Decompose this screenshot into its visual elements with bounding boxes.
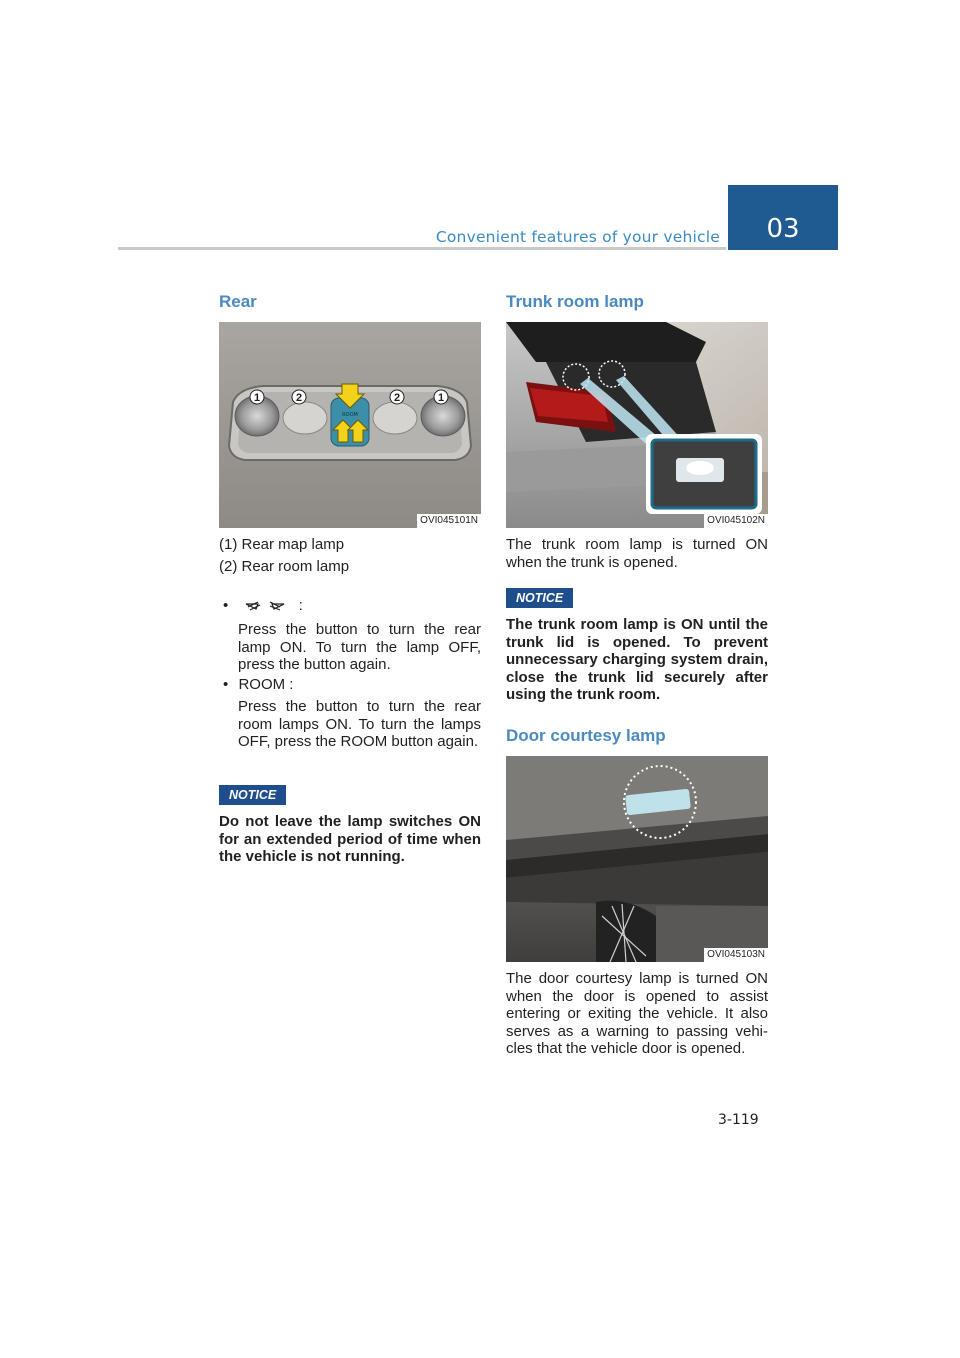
figure-code: OVI045103N <box>704 948 768 962</box>
map-lamp-icon <box>244 600 288 612</box>
header-rule <box>118 247 726 250</box>
trunk-text: The trunk room lamp is turned ON when the trunk is opened. <box>506 536 768 571</box>
figure-code: OVI045102N <box>704 514 768 528</box>
trunk-lamp-figure <box>506 322 768 528</box>
callout-2b: 2 <box>393 392 401 404</box>
bullet-room <box>223 676 293 694</box>
bullet-dot: • <box>223 597 229 614</box>
door-lamp-figure <box>506 756 768 962</box>
chapter-number: 03 <box>728 185 838 250</box>
rear-lamp-illustration <box>219 322 481 528</box>
door-heading: Door courtesy lamp <box>506 726 666 745</box>
callout-2a: 2 <box>295 392 303 404</box>
trunk-heading: Trunk room lamp <box>506 292 644 311</box>
door-text: The door courtesy lamp is turned ON when the door is opened to assist entering or exiting the vehicle. It also serves as a warning to passing vehi-cles that the vehicle door is opened. <box>506 970 768 1057</box>
legend-rear-room-lamp: (2) Rear room lamp <box>219 558 350 575</box>
bullet-dot: • <box>223 676 229 693</box>
svg-text:ROOM: ROOM <box>342 412 358 418</box>
notice-badge: NOTICE <box>506 588 573 608</box>
bullet-map-lamp-text: Press the button to turn the rear lamp ON. To turn the lamp OFF, press the button again. <box>238 621 481 673</box>
page-number: 3-119 <box>718 1112 759 1128</box>
callout-1a: 1 <box>253 392 261 404</box>
notice-badge: NOTICE <box>219 785 286 805</box>
bullet-room-text: Press the button to turn the rear room lamps ON. To turn the lamps OFF, press the ROOM button again. <box>238 698 481 750</box>
legend-rear-map-lamp: (1) Rear map lamp <box>219 536 345 553</box>
callout-1b: 1 <box>437 392 445 404</box>
figure-code: OVI045101N <box>417 514 481 528</box>
notice-text: Do not leave the lamp switches ON for an extended period of time when the vehicle is not running. <box>219 813 481 865</box>
trunk-lamp-illustration <box>506 322 768 528</box>
section-title: Convenient features of your vehicle <box>435 228 720 246</box>
door-lamp-illustration <box>506 756 768 962</box>
trunk-notice-text: The trunk room lamp is ON until the trunk lid is opened. To prevent unnecessary charging system drain, close the trunk lid securely after using the trunk room. <box>506 616 768 703</box>
bullet-map-lamp-label: : <box>298 597 303 614</box>
rear-lamp-figure <box>219 322 481 528</box>
rear-heading: Rear <box>219 292 257 311</box>
bullet-room-label: ROOM : <box>238 676 294 693</box>
bullet-map-lamp <box>223 597 303 615</box>
